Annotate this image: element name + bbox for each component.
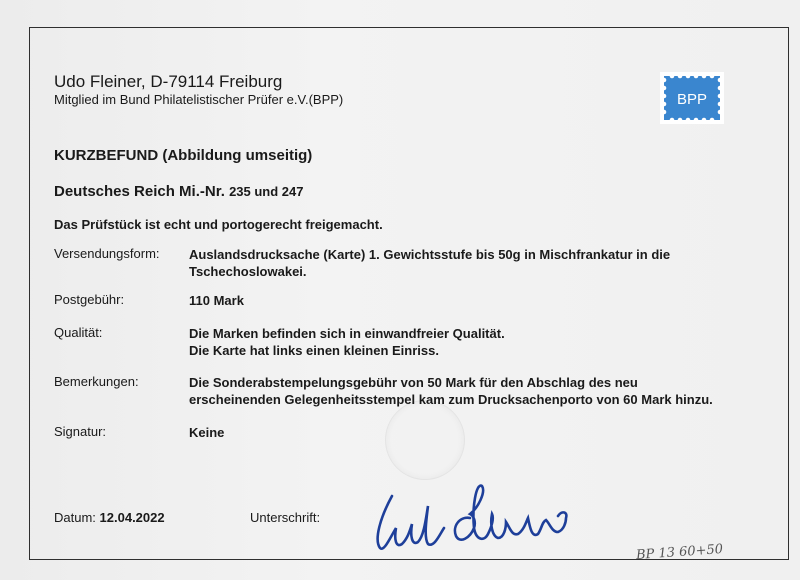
field-label-versendungsform: Versendungsform: (54, 246, 160, 261)
document-title: KURZBEFUND (Abbildung umseitig) (54, 147, 313, 164)
value-line: 110 Mark (189, 293, 244, 308)
field-label-qualitaet: Qualität: (54, 325, 103, 340)
value-line: Die Karte hat links einen kleinen Einriss. (189, 343, 439, 358)
stamp-reference (54, 183, 304, 200)
value-line: erscheinenden Gelegenheitsstempel kam zum Drucksachenporto von 60 Mark hinzu. (189, 392, 713, 407)
value-line: Die Marken befinden sich in einwandfreier Qualität. (189, 326, 505, 341)
value-line: Tschechoslowakei. (189, 264, 307, 279)
field-value-postgebuehr (189, 292, 779, 309)
reference-numbers: 235 und 247 (229, 184, 304, 199)
embossed-seal-icon (385, 400, 465, 480)
field-value-versendungsform (189, 246, 779, 280)
verdict-statement: Das Prüfstück ist echt und portogerecht freigemacht. (54, 217, 383, 232)
reference-prefix: Deutsches Reich Mi.-Nr. (54, 183, 225, 200)
field-value-signatur (189, 424, 779, 441)
bpp-logo-text: BPP (676, 91, 708, 108)
examiner-name: Udo Fleiner, D-79114 Freiburg (54, 72, 283, 91)
examiner-membership: Mitglied im Bund Philatelistischer Prüfer e.V.(BPP) (54, 92, 344, 107)
value-line: Keine (189, 425, 225, 440)
date-label: Datum: (54, 510, 96, 525)
field-label-bemerkungen: Bemerkungen: (54, 374, 139, 389)
field-label-postgebuehr: Postgebühr: (54, 292, 125, 307)
pencil-note: BP 13 60+50 (635, 541, 724, 564)
date-row (54, 510, 165, 525)
field-value-qualitaet (189, 325, 779, 359)
value-line: Auslandsdrucksache (Karte) 1. Gewichtsstufe bis 50g in Mischfrankatur in die (189, 247, 671, 262)
date-value: 12.04.2022 (99, 510, 165, 525)
value-line: Die Sonderabstempelungsgebühr von 50 Mark für den Abschlag des neu (189, 375, 638, 390)
signature-label: Unterschrift: (250, 510, 321, 525)
field-label-signatur: Signatur: (54, 424, 107, 439)
bpp-logo-icon (660, 72, 724, 124)
field-value-bemerkungen (189, 374, 779, 408)
handwritten-signature-icon (370, 478, 585, 556)
